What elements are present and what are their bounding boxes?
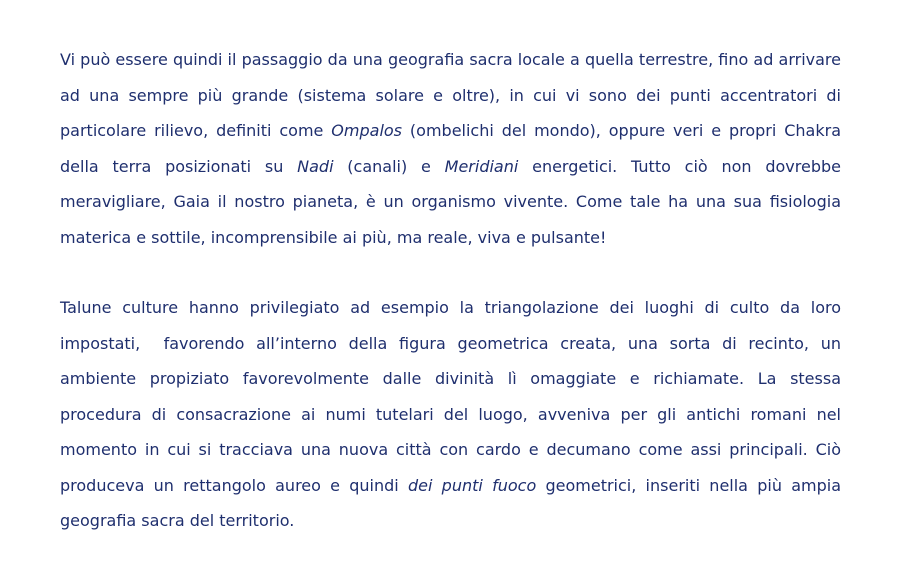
text-line: Talune culture hanno privilegiato ad esempio la triangolazione dei luoghi di culto da loro: [60, 298, 841, 317]
text-line: impostati, favorendo all’interno della figura geometrica creata, una sorta di recinto, un: [60, 333, 841, 353]
text-line: momento in cui si tracciava una nuova città con cardo e decumano come assi principali. Ciò: [60, 440, 841, 459]
text-line: della terra posizionati su Nadi (canali) e Meridiani energetici. Tutto ciò non dovrebbe: [60, 156, 841, 176]
italic-term-meridiani: Meridiani: [444, 156, 519, 176]
italic-term-ompalos: Ompalos: [331, 121, 403, 140]
text-line: geografia sacra del territorio.: [60, 511, 295, 530]
text-line: produceva un rettangolo aureo e quindi dei punti fuoco geometrici, inseriti nella più ampia: [60, 475, 842, 495]
paragraph-2: [60, 290, 841, 539]
document-page: [60, 42, 841, 539]
text-line: materica e sottile, incomprensibile ai più, ma reale, viva e pulsante!: [60, 227, 607, 247]
text-line: ad una sempre più grande (sistema solare e oltre), in cui vi sono dei punti accentratori di: [60, 85, 841, 105]
italic-term-punti-fuoco: dei punti fuoco: [408, 475, 537, 495]
text-line: ambiente propiziato favorevolmente dalle divinità lì omaggiate e richiamate. La stessa: [60, 369, 841, 388]
text-line: particolare rilievo, definiti come Ompalos (ombelichi del mondo), oppure veri e propri Chakra: [60, 121, 841, 140]
paragraph-1: [60, 42, 841, 255]
text-line: meravigliare, Gaia il nostro pianeta, è un organismo vivente. Come tale ha una sua fisiologia: [60, 192, 841, 211]
text-line: procedura di consacrazione ai numi tutelari del luogo, avveniva per gli antichi romani nel: [60, 404, 841, 424]
paragraph-spacer: [60, 255, 841, 290]
text-line: Vi può essere quindi il passaggio da una geografia sacra locale a quella terrestre, fino ad arrivare: [60, 50, 841, 69]
italic-term-nadi: Nadi: [297, 156, 334, 176]
